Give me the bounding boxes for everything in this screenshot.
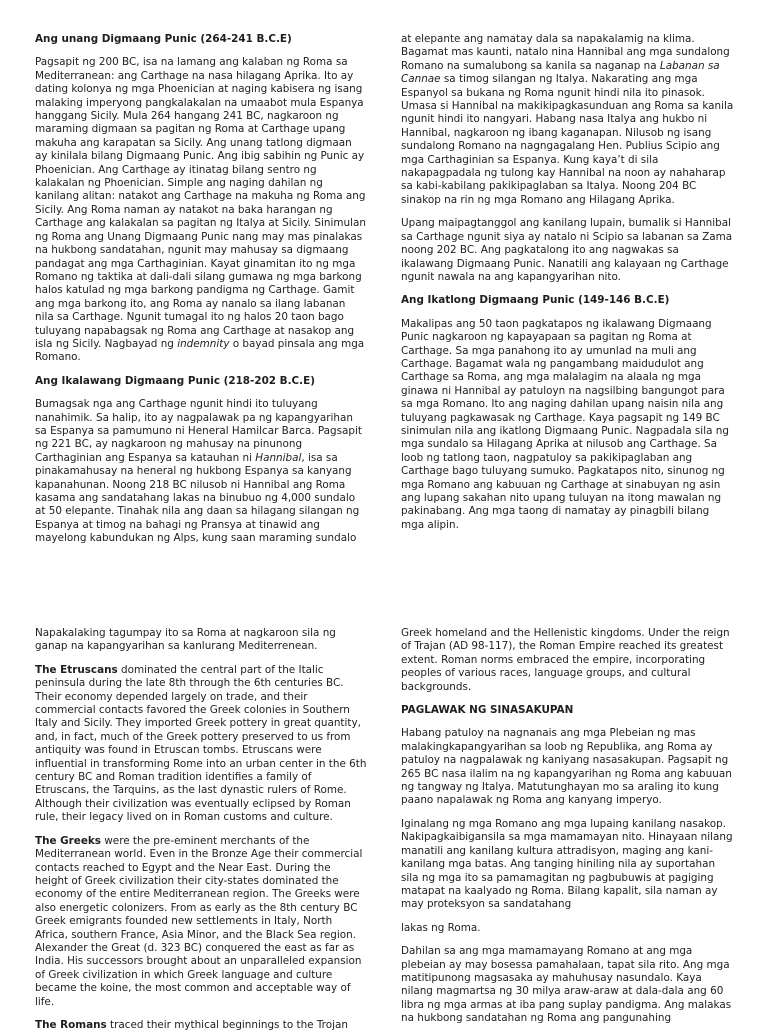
paragraph-hukbong-sandatahan: Dahilan sa ang mga mamamayang Romano at ang mga plebeian ay may bosessa pamahalaan, tapat sila rito. Ang mga matitipunong magsasaka ay mahuhusay nasundalo. Kaya nilang magmartsa ng 30 milya araw-araw at dala-dala ang 60 libra ng mga armas at iba pang suplay pandigma. Ang malakas na hukbong sandatahan ng Roma ang pangunahing	[401, 945, 732, 1025]
paragraph-iginalang: Iginalang ng mga Romano ang mga lupaing kanilang nasakop. Nakipagkaibigansila sa mga mamamayan nito. Hinayaan nilang manatili ang kanilang kultura attradisyon, maging ang kani-kanilang mga batas. Ang tanging hiniling nila ay suportahan sila ng mga ito sa pamamagitan ng pagbubuwis at pagiging matapat na kaalyado ng Roma. Bilang kapalit, sila naman ay may proteksyon sa sandatahang	[401, 817, 733, 911]
paragraph-cannae: at elepante ang namatay dala sa napakalamig na klima. Bagamat mas kaunti, natalo nina Hannibal ang mga sundalong Romano na sumalubong sa kanila sa naganap na Labanan sa Cannae sa timog silangan ng Italya. Nakarating ang mga Espanyol sa bukana ng Roma ngunit hindi nila ito pinasok. Umasa si Hannibal na makikipagkasunduan ang Roma sa kanila ngunit hindi ito nangyari. Habang nasa Italya ang hukbo ni Hannibal, nagkaroon ng ibang kaganapan. Nilusob ng isang sundalong Romano na nagngagalang Hen. Publius Scipio ang mga Carthaginian sa Espanya. Kung kaya’t di sila nakapagpadala ng tulong kay Hannibal na noon ay nahaharap sa kabi-kabilang pakikipaglaban sa Italya. Noong 204 BC sinakop na rin ng mga Romano ang Hilagang Aprika.	[401, 33, 734, 206]
paragraph-ikalawang-digmaang-punic: Bumagsak nga ang Carthage ngunit hindi ito tuluyang nanahimik. Sa halip, ito ay nagpalawak pa ng kapangyarihan sa Espanya sa pamumuno ni Heneral Hamilcar Barca. Pagsapit ng 221 BC, ay nagkaroon ng mahusay na pinunong Carthaginian ang Espanya sa katauhan ni Hannibal, isa sa pinakamahusay na heneral ng hukbong Espanya sa kanyang kapanahunan. Noong 218 BC nilusob ni Hannibal ang Roma kasama ang sandatahang lakas na binubuo ng 4,000 sundalo at 50 elepante. Tinahak nila ang daan sa hilagang silangan ng Espanya at timog na bahagi ng Pransya at tinawid ang mayelong kabundukan ng Alps, kung saan maraming sundalo	[35, 398, 362, 545]
greeks-label: The Greeks	[35, 834, 101, 847]
heading-paglawak-ng-sinasakupan: PAGLAWAK NG SINASAKUPAN	[401, 704, 574, 717]
top-left-column	[35, 33, 367, 546]
paragraph-unang-digmaang-punic: Pagsapit ng 200 BC, isa na lamang ang kalaban ng Roma sa Mediterranean: ang Carthage na nasa hilagang Aprika. Ito ay dating kolonya ng mga Phoenician at naging kabisera ng isang malaking imperyong pangkalakalan na umaabot mula Espanya hanggang Sicily. Mula 264 hangang 241 BC, nagkaroon ng maraming digmaan sa pagitan ng Roma at Carthage upang makuha ang karapatan sa Sicily. Ang unang tatlong digmaan ay kinilala bilang Digmaang Punic. Ang ibig sabihin ng Punic ay Phoenician. Ang Carthage ay itinatag bilang sentro ng kalakalan ng Phoenician. Simple ang naging dahilan ng kanilang alitan: natakot ang Carthage na makuha ng Roma ang Sicily. Ang Roma naman ay natakot na baka harangan ng Carthage ang kalakalan sa pagitan ng Italya at Sicily. Sinimulan ng Roma ang Unang Digmaang Punic nang may mas pinalakas na hukbong sandatahan, ngunit may mahusay sa digmaang pandagat ang mga Carthaginian. Kayat ginamitan ito ng mga Romano ng taktika at dali-dali silang gumawa ng mga barkong halos katulad ng mga barkong pandigma ng Carthage. Gamit ang mga barkong ito, ang Roma ay nanalo sa ilang labanan nila sa Carthage. Ngunit tumagal ito ng halos 20 taon bago tuluyang napabagsak ng Roma ang Carthage at nasakop ang isla ng Sicily. Nagbayad ng indemnity o bayad pinsala ang mga Romano.	[35, 56, 366, 364]
paragraph-lakas-ng-roma: lakas ng Roma.	[401, 921, 481, 934]
bottom-right-column	[401, 627, 734, 1026]
cannae-term: Labanan sa Cannae	[401, 59, 720, 86]
etruscans-label: The Etruscans	[35, 663, 118, 676]
bottom-left-column	[35, 627, 367, 1032]
paragraph-romans: The Romans traced their mythical beginnings to the Trojan	[35, 1018, 348, 1031]
heading-ikatlong-digmaang-punic: Ang Ikatlong Digmaang Punic (149-146 B.C.E)	[401, 294, 670, 307]
paragraph-greeks: The Greeks were the pre-eminent merchants of the Mediterranean world. Even in the Bronze Age their commercial contacts reached to Egypt and the Near East. During the height of Greek civilization their city-states dominated the economy of the entire Mediterranean region. The Greeks were also energetic colonizers. From as early as the 8th century BC Greek emigrants founded new settlements in Italy, North Africa, southern France, Asia Minor, and the Black Sea region. Alexander the Great (d. 323 BC) conquered the east as far as India. His successors brought about an unparalleled expansion of Greek civilization in which Greek language and culture became the koine, the most common and acceptable way of life.	[35, 834, 363, 1008]
paragraph-plebeian: Habang patuloy na nagnanais ang mga Plebeian ng mas malakingkapangyarihan sa loob ng Republika, ang Roma ay patuloy na nagpalawak ng kaniyang nasasakupan. Pagsapit ng 265 BC nasa ilalim na ng kapangyarihan ng Roma ang kabuuan ng tangway ng Italya. Matutunghayan mo sa araling ito kung paano napalawak ng Roma ang kanyang imperyo.	[401, 727, 732, 807]
romans-label: The Romans	[35, 1018, 107, 1031]
paragraph-etruscans: The Etruscans dominated the central part of the Italic peninsula during the late 8th through the 6th centuries BC. Their economy depended largely on trade, and their commercial contacts favored the Greek colonies in Southern Italy and Sicily. They imported Greek pottery in great quantity, and, in fact, much of the Greek pottery preserved to us from antiquity was found in Etruscan tombs. Etruscans were influential in transforming Rome into an urban center in the 6th century BC and Roman tradition identifies a family of Etruscans, the Tarquins, as the last dynastic rulers of Rome. Although their civilization was eventually eclipsed by Roman rule, their legacy lived on in Roman customs and culture.	[35, 663, 367, 824]
top-right-column	[401, 33, 734, 532]
heading-ikalawang-digmaang-punic: Ang Ikalawang Digmaang Punic (218-202 B.C.E)	[35, 374, 315, 387]
paragraph-ikatlong-digmaang-punic: Makalipas ang 50 taon pagkatapos ng ikalawang Digmaang Punic nagkaroon ng kapayapaan sa pagitan ng Roma at Carthage. Sa mga panahong ito ay umunlad na muli ang Carthage. Bagamat wala ng pangambang maidudulot ang Carthage sa Roma, ang mga malalagim na alaala ng mga ginawa ni Hannibal ay patuloyn na nagsilbing bangungot para sa mga Romano. Ito ang naging dahilan upang naisin nila ang tuluyang pagkawasak ng Carthage. Kaya pagsapit ng 149 BC sinimulan nila ang ikatlong Digmaang Punic. Nagpadala sila ng mga sundalo sa Hilagang Aprika at nilusob ang Carthage. Sa loob ng tatlong taon, nagpatuloy sa pakikipaglaban ang Carthage bago tuluyang sumuko. Pagkatapos nito, sinunog ng mga Romano ang kabuuan ng Carthage at sinabuyan ng asin ang lupang sakahan nito upang tuluyan na itong mawalan ng pakinabang. Ang mga taong di namatay ay pinagbili bilang mga alipin.	[401, 317, 729, 531]
paragraph-trajan: Greek homeland and the Hellenistic kingdoms. Under the reign of Trajan (AD 98-117), the Roman Empire reached its greatest extent. Roman norms embraced the empire, incorporating peoples of various races, language groups, and cultural backgrounds.	[401, 627, 730, 693]
heading-unang-digmaang-punic: Ang unang Digmaang Punic (264-241 B.C.E)	[35, 33, 292, 45]
paragraph-tagumpay: Napakalaking tagumpay ito sa Roma at nagkaroon sila ng ganap na kapangyarihan sa kanlurang Mediterrenean.	[35, 627, 336, 653]
hannibal-name: Hannibal	[255, 451, 302, 464]
paragraph-zama: Upang maipagtanggol ang kanilang lupain, bumalik si Hannibal sa Carthage ngunit siya ay natalo ni Scipio sa labanan sa Zama noong 202 BC. Ang pagkatalong ito ang nagwakas sa ikalawang Digmaang Punic. Nanatili ang kalayaan ng Carthage ngunit nawala na ang kapangyarihan nito.	[401, 217, 733, 283]
indemnity-term: indemnity	[177, 337, 230, 350]
